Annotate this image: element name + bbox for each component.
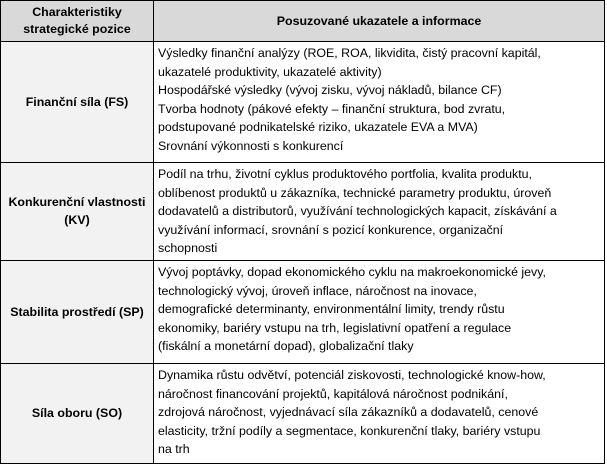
row-indicators-financial-strength [154, 42, 605, 163]
row-indicators-environment-stability [154, 260, 605, 363]
indicator-line: náročnost financování projektů, kapitálová náročnost podnikání, [158, 386, 508, 401]
indicator-line: ukazatelé produktivity, ukazatelé aktivity) [158, 64, 382, 79]
row-label-line: Konkurenční vlastnosti [8, 195, 146, 210]
header-characteristics-line: strategické pozice [23, 22, 131, 36]
indicator-line: Dynamika růstu odvětví, potenciál ziskovosti, technologické know-how, [158, 367, 546, 382]
indicator-line: technologický vývoj, úroveň inflace, náročnost na inovace, [158, 283, 477, 298]
table-row [1, 42, 605, 163]
indicator-line: dodavatelů a distributorů, využívání technologických kapacit, získávání a [158, 204, 557, 219]
indicator-line: ekonomiky, bariéry vstupu na trh, legislativní opatření a regulace [158, 320, 512, 335]
indicator-line: oblíbenost produktů u zákazníka, technické parametry produktu, úroveň [158, 185, 552, 200]
indicator-line: Tvorba hodnoty (pákové efekty – finanční struktura, bod zvratu, [158, 101, 506, 116]
table-row [1, 363, 605, 463]
header-characteristics [1, 1, 154, 42]
row-label-line: (KV) [64, 213, 90, 228]
row-label-industry-strength [1, 363, 154, 463]
indicator-line: Hospodářské výsledky (vývoj zisku, vývoj nákladů, bilance CF) [158, 83, 502, 98]
indicator-line: zdrojová náročnost, vyjednávací síla zákazníků a dodavatelů, cenové [158, 405, 539, 420]
row-label-financial-strength [1, 42, 154, 163]
indicator-line: demografické determinanty, environmentální limity, trendy růstu [158, 302, 505, 317]
indicator-line: (fiskální a monetární dopad), globalizační tlaky [158, 339, 414, 354]
indicator-line: elasticity, tržní podíly a segmentace, konkurenční tlaky, bariéry vstupu [158, 423, 541, 438]
table-row [1, 260, 605, 363]
indicator-line: schopnosti [158, 241, 218, 256]
header-characteristics-line: Charakteristiky [32, 5, 122, 19]
row-label-line: Stabilita prostředí (SP) [10, 304, 144, 319]
indicator-line: podstupované podnikatelské riziko, ukazatele EVA a MVA) [158, 120, 478, 135]
row-indicators-competitive-properties [154, 163, 605, 261]
indicator-line: využívání informací, srovnání s pozicí konkurence, organizační [158, 222, 504, 237]
indicator-line: Vývoj poptávky, dopad ekonomického cyklu na makroekonomické jevy, [158, 264, 546, 279]
indicator-line: Srovnání výkonnosti s konkurencí [158, 138, 344, 153]
indicator-line: na trh [158, 442, 190, 457]
row-label-environment-stability [1, 260, 154, 363]
row-indicators-industry-strength [154, 363, 605, 463]
indicator-line: Podíl na trhu, životní cyklus produktového portfolia, kvalita produktu, [158, 167, 532, 181]
table-header-row [1, 1, 605, 42]
row-label-competitive-properties [1, 163, 154, 261]
row-label-line: Síla oboru (SO) [31, 406, 123, 421]
table-row [1, 163, 605, 261]
row-label-line: Finanční síla (FS) [25, 95, 129, 109]
header-indicators: Posuzované ukazatele a informace [154, 1, 605, 42]
indicator-line: Výsledky finanční analýzy (ROE, ROA, likvidita, čistý pracovní kapitál, [158, 46, 541, 60]
